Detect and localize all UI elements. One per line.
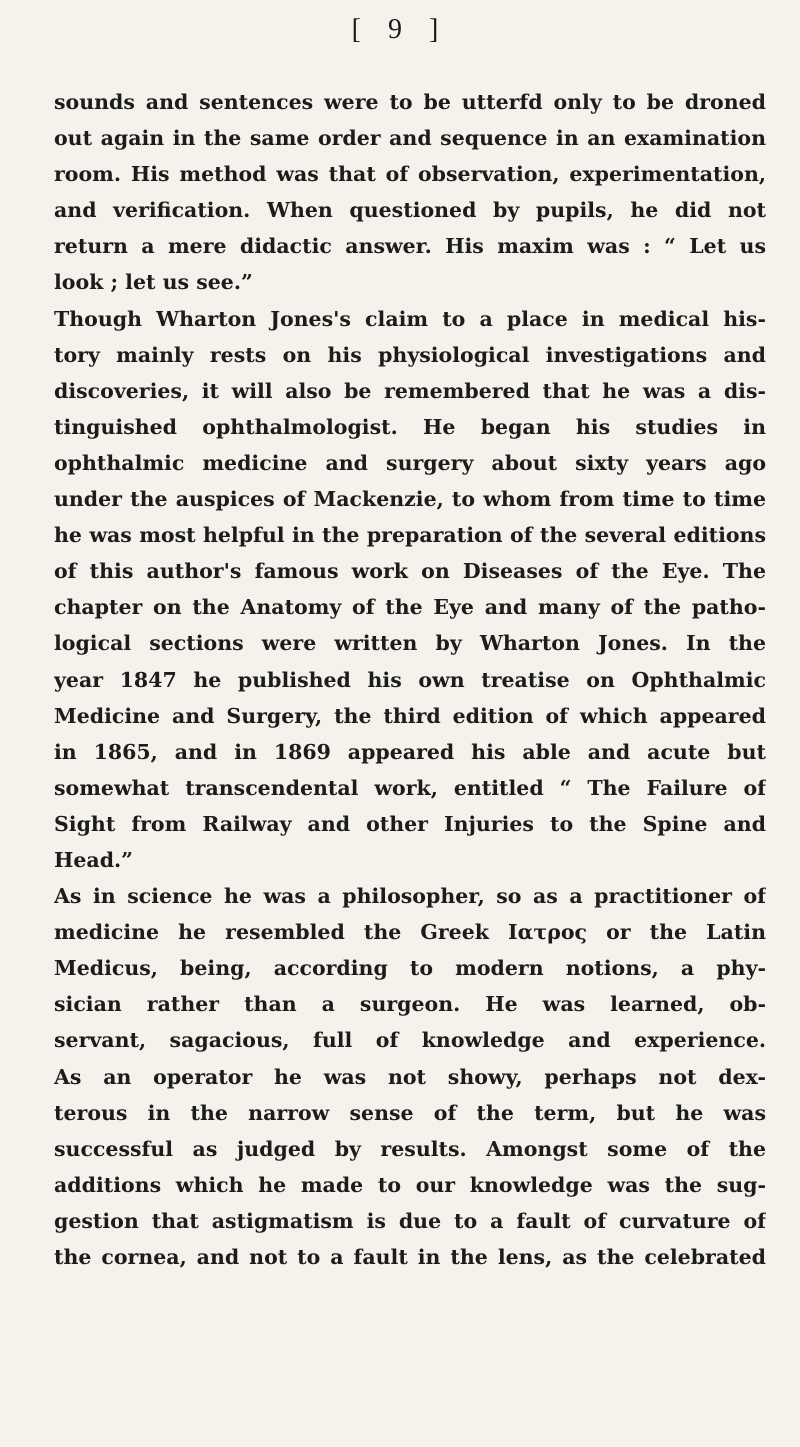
text-line: under the auspices of Mackenzie, to whom from time to time <box>54 487 766 512</box>
text-line: room. His method was that of observation, experimentation, <box>54 162 766 187</box>
text-line: look ; let us see.” <box>54 270 253 295</box>
text-line: out again in the same order and sequence in an examination <box>54 126 766 151</box>
text-line: As in science he was a philosopher, so as a practitioner of <box>54 884 766 909</box>
text-line: of this author's famous work on Diseases of the Eye. The <box>54 559 766 584</box>
text-line: servant, sagacious, full of knowledge and experience. <box>54 1028 766 1053</box>
body-text <box>54 84 766 1275</box>
text-line: Sight from Railway and other Injuries to the Spine and <box>54 811 766 836</box>
text-line: tory mainly rests on his physiological investigations and <box>54 342 766 367</box>
text-line: in 1865, and in 1869 appeared his able and acute but <box>54 739 766 764</box>
text-line: sician rather than a surgeon. He was learned, ob- <box>54 992 766 1017</box>
text-line: additions which he made to our knowledge was the sug- <box>54 1172 766 1197</box>
text-line: return a mere didactic answer. His maxim was : “ Let us <box>54 234 766 259</box>
text-line: Medicus, being, according to modern notions, a phy- <box>54 956 766 981</box>
text-line: sounds and sentences were to be utterfd only to be droned <box>54 90 766 114</box>
paragraph-3 <box>54 878 766 1275</box>
text-line: Head.” <box>54 847 133 872</box>
text-line: successful as judged by results. Amongst some of the <box>54 1136 766 1161</box>
text-line: ophthalmic medicine and surgery about sixty years ago <box>54 450 766 475</box>
text-line: Medicine and Surgery, the third edition of which appeared <box>54 703 766 728</box>
text-line: somewhat transcendental work, entitled “ The Failure of <box>54 775 766 800</box>
text-line: discoveries, it will also be remembered that he was a dis- <box>54 378 766 403</box>
text-line: the cornea, and not to a fault in the lens, as the celebrated <box>54 1245 766 1269</box>
text-line: Though Wharton Jones's claim to a place in medical his- <box>54 306 766 331</box>
text-line: tinguished ophthalmologist. He began his studies in <box>54 414 766 439</box>
text-line: logical sections were written by Wharton Jones. In the <box>54 631 766 656</box>
text-line: medicine he resembled the Greek Ιατρος or the Latin <box>54 920 766 945</box>
text-line: As an operator he was not showy, perhaps not dex- <box>54 1064 766 1089</box>
text-line: chapter on the Anatomy of the Eye and many of the patho- <box>54 595 766 620</box>
paragraph-1 <box>54 84 766 301</box>
text-line: he was most helpful in the preparation of the several editions <box>54 523 766 548</box>
paragraph-2 <box>54 301 766 879</box>
text-line: gestion that astigmatism is due to a fault of curvature of <box>54 1208 766 1233</box>
text-line: year 1847 he published his own treatise on Ophthalmic <box>54 667 766 692</box>
text-line: terous in the narrow sense of the term, but he was <box>54 1100 766 1125</box>
text-line: and verification. When questioned by pupils, he did not <box>54 198 766 223</box>
page-number: [ 9 ] <box>351 14 449 45</box>
